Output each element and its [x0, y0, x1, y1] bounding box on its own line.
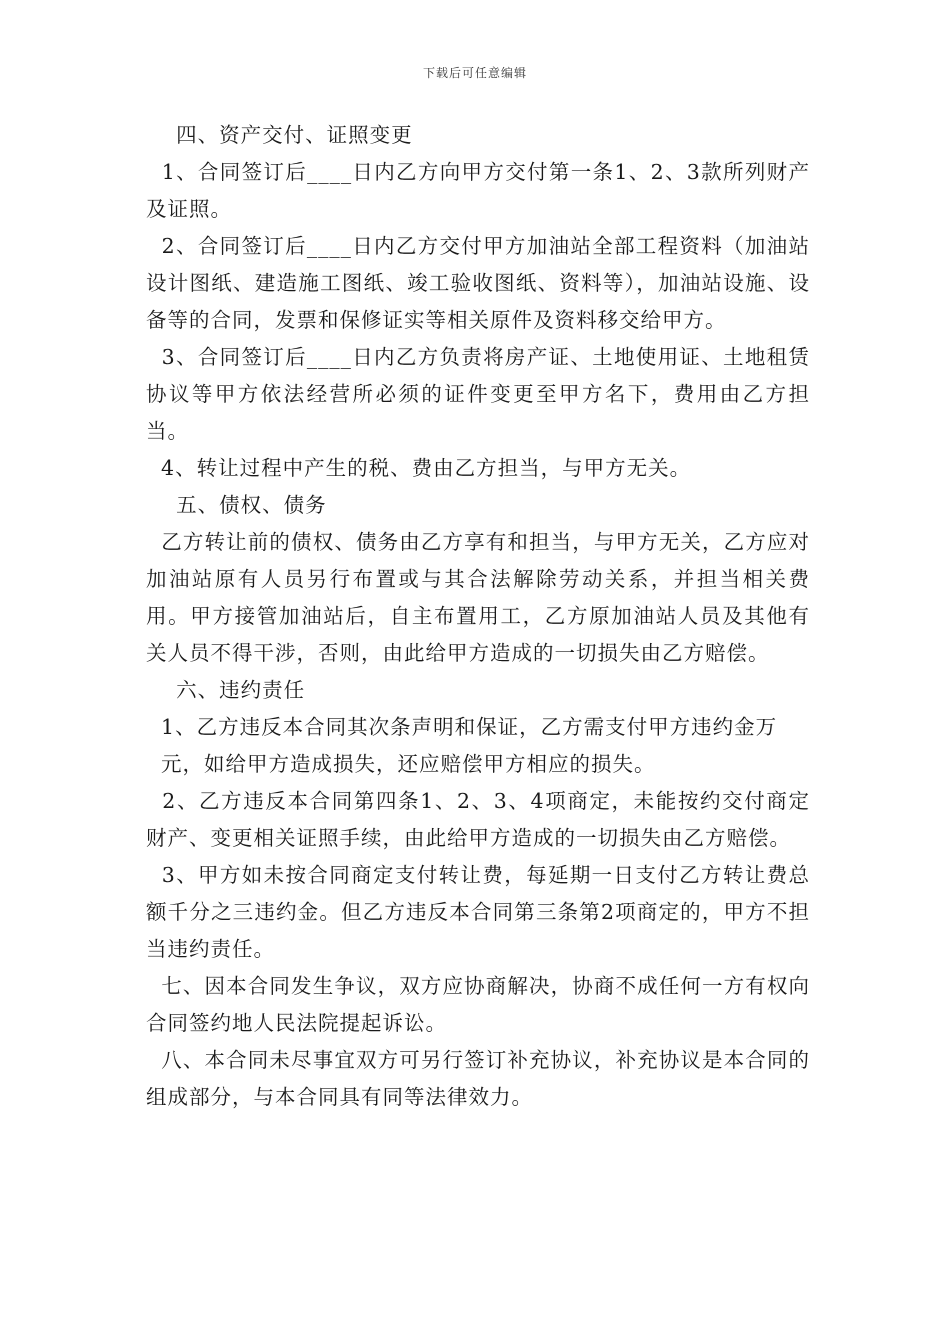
document-body	[146, 117, 810, 1116]
page-header-note: 下载后可任意编辑	[422, 66, 527, 80]
clause-paragraph-supplement: 八、本合同未尽事宜双方可另行签订补充协议，补充协议是本合同的组成部分，与本合同具有同等法律效力。	[146, 1048, 810, 1109]
clause-paragraph: 1、乙方违反本合同其次条声明和保证，乙方需支付甲方违约金万	[146, 715, 778, 739]
section-heading-delivery: 四、资产交付、证照变更	[146, 123, 413, 147]
clause-paragraph-disputes: 七、因本合同发生争议，双方应协商解决，协商不成任何一方有权向合同签约地人民法院提起诉讼。	[146, 974, 810, 1035]
clause-paragraph: 4、转让过程中产生的税、费由乙方担当，与甲方无关。	[146, 456, 692, 480]
clause-paragraph: 3、合同签订后____日内乙方负责将房产证、土地使用证、土地租赁协议等甲方依法经营所必须的证件变更至甲方名下，费用由乙方担当。	[146, 345, 810, 443]
clause-paragraph: 3、甲方如未按合同商定支付转让费，每延期一日支付乙方转让费总额千分之三违约金。但乙方违反本合同第三条第2项商定的，甲方不担当违约责任。	[146, 863, 810, 961]
clause-paragraph: 2、合同签订后____日内乙方交付甲方加油站全部工程资料（加油站设计图纸、建造施工图纸、竣工验收图纸、资料等），加油站设施、设备等的合同，发票和保修证实等相关原件及资料移交给甲方。	[146, 234, 810, 332]
clause-paragraph: 乙方转让前的债权、债务由乙方享有和担当，与甲方无关，乙方应对加油站原有人员另行布置或与其合法解除劳动关系，并担当相关费用。甲方接管加油站后，自主布置用工，乙方原加油站人员及其他有关人员不得干涉，否则，由此给甲方造成的一切损失由乙方赔偿。	[146, 530, 810, 665]
clause-paragraph: 元，如给甲方造成损失，还应赔偿甲方相应的损失。	[146, 752, 656, 776]
clause-paragraph: 2、乙方违反本合同第四条1、2、3、4项商定，未能按约交付商定财产、变更相关证照手续，由此给甲方造成的一切损失由乙方赔偿。	[146, 789, 810, 850]
section-heading-debts: 五、债权、债务	[146, 493, 327, 517]
clause-paragraph: 1、合同签订后____日内乙方向甲方交付第一条1、2、3款所列财产及证照。	[146, 160, 810, 221]
section-heading-liability: 六、违约责任	[146, 678, 306, 702]
